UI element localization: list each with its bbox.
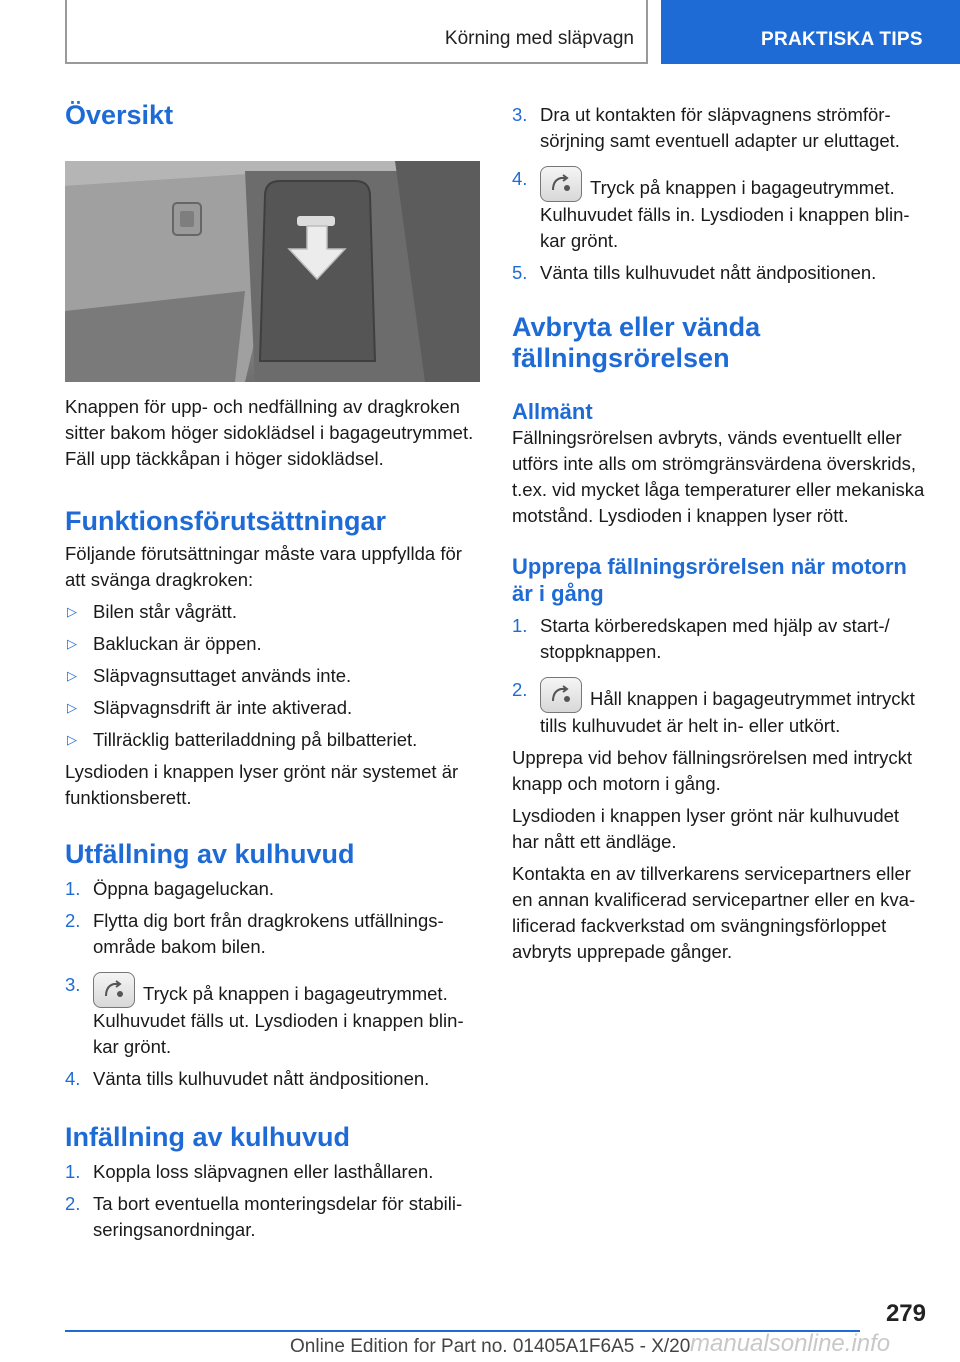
- general-text: Fällningsrörelsen avbryts, vänds eventuellt eller utförs inte alls om strömgränsvärdena överskrids, t.ex. vid mycket låga temperaturer eller mekaniska motstånd. Lysdioden i knappen lyser rött.: [512, 427, 925, 526]
- edition-note: Online Edition for Part no. 01405A1F6A5 - X/20: [290, 1336, 691, 1357]
- list-item: 3. Tryck på knappen i bagageutrymmet. Kulhuvudet fälls ut. Lysdioden i knappen blinkar grönt.: [65, 974, 464, 1057]
- list-item: ▷ Tillräcklig batteriladdning på bilbatteriet.: [65, 727, 480, 753]
- repeat-para-3: Kontakta en av tillverkarens servicepartners eller en annan kvalificerad servicepartner eller en kvalificerad fackverkstad om svängningsförloppet avbryts upprepade gånger.: [512, 863, 916, 962]
- list-item: 2. Flytta dig bort från dragkrokens utfällningsområde bakom bilen.: [65, 910, 444, 957]
- conditions-intro: Följande förutsättningar måste vara uppfyllda för att svänga dragkroken:: [65, 543, 462, 590]
- chapter-title: Körning med släpvagn: [444, 28, 634, 49]
- left-column: [65, 100, 480, 1243]
- heading-upprepa: Upprepa fällningsrörelsen när motorn är i gång: [512, 554, 907, 606]
- list-item: 2. Håll knappen i bagageutrymmet intryckt tills kulhuvudet är helt in- eller utkört.: [512, 679, 915, 736]
- list-item: 1. Starta körberedskapen med hjälp av start-/ stoppknappen.: [512, 615, 890, 662]
- section-title: PRAKTISKA TIPS: [761, 29, 923, 50]
- list-item: 4. Tryck på knappen i bagageutrymmet. Kulhuvudet fälls in. Lysdioden i knappen blinkar grönt.: [512, 168, 910, 251]
- trunk-photo: [65, 161, 480, 382]
- list-item: ▷ Bakluckan är öppen.: [65, 631, 480, 657]
- heading-infallning: Infällning av kulhuvud: [65, 1122, 351, 1152]
- list-item: 3. Dra ut kontakten för släpvagnens strömförsörjning samt eventuell adapter ur eluttaget.: [512, 104, 900, 151]
- conditions-list: [65, 599, 480, 753]
- repeat-para-2: Lysdioden i knappen lyser grönt när kulhuvudet har nått ett ändläge.: [512, 805, 900, 852]
- list-item: ▷ Bilen står vågrätt.: [65, 599, 480, 625]
- watermark-logo: manualsonline.info: [690, 1330, 891, 1357]
- triangle-bullet-icon: ▷: [67, 668, 77, 683]
- list-item: 2. Ta bort eventuella monteringsdelar för stabiliseringsanordningar.: [65, 1193, 463, 1240]
- list-item: 4. Vänta tills kulhuvudet nått ändpositionen.: [65, 1068, 430, 1089]
- figure-caption: Knappen för upp- och nedfällning av dragkroken sitter bakom höger sidoklädsel i bagageutrymmet. Fäll upp täckkåpan i höger sidoklädsel.: [65, 396, 474, 469]
- conditions-outro: Lysdioden i knappen lyser grönt när systemet är funktionsberett.: [65, 761, 459, 808]
- extend-steps: [65, 876, 480, 1092]
- list-item: 1. Koppla loss släpvagnen eller lasthållaren.: [65, 1161, 434, 1182]
- triangle-bullet-icon: ▷: [67, 636, 77, 651]
- list-item: ▷ Släpvagnsdrift är inte aktiverad.: [65, 695, 480, 721]
- list-item: ▷ Släpvagnsuttaget används inte.: [65, 663, 480, 689]
- towbar-button-icon: [540, 677, 582, 713]
- heading-allmant: Allmänt: [512, 399, 593, 424]
- towbar-button-icon: [540, 166, 582, 202]
- heading-funktionsforutsattningar: Funktionsförutsättningar: [65, 506, 386, 536]
- heading-utfallning: Utfällning av kulhuvud: [65, 839, 355, 869]
- right-column: [512, 100, 927, 965]
- heading-oversikt: Översikt: [65, 100, 174, 130]
- list-item: 5. Vänta tills kulhuvudet nått ändpositionen.: [512, 262, 877, 283]
- trunk-photo-illustration: [65, 161, 480, 382]
- header-chapter-box: [65, 0, 648, 64]
- page-number: 279: [885, 1300, 926, 1327]
- towbar-button-icon: [93, 972, 135, 1008]
- triangle-bullet-icon: ▷: [67, 700, 77, 715]
- repeat-steps: [512, 613, 927, 739]
- header-section-tab: [661, 0, 960, 64]
- repeat-para-1: Upprepa vid behov fällningsrörelsen med intryckt knapp och motorn i gång.: [512, 747, 913, 794]
- retract-steps: [65, 1159, 480, 1243]
- triangle-bullet-icon: ▷: [67, 604, 77, 619]
- heading-avbryta: Avbryta eller vända fällningsrörelsen: [512, 312, 761, 373]
- list-item: 1. Öppna bagageluckan.: [65, 878, 275, 899]
- triangle-bullet-icon: ▷: [67, 732, 77, 747]
- retract-steps-continued: [512, 102, 927, 286]
